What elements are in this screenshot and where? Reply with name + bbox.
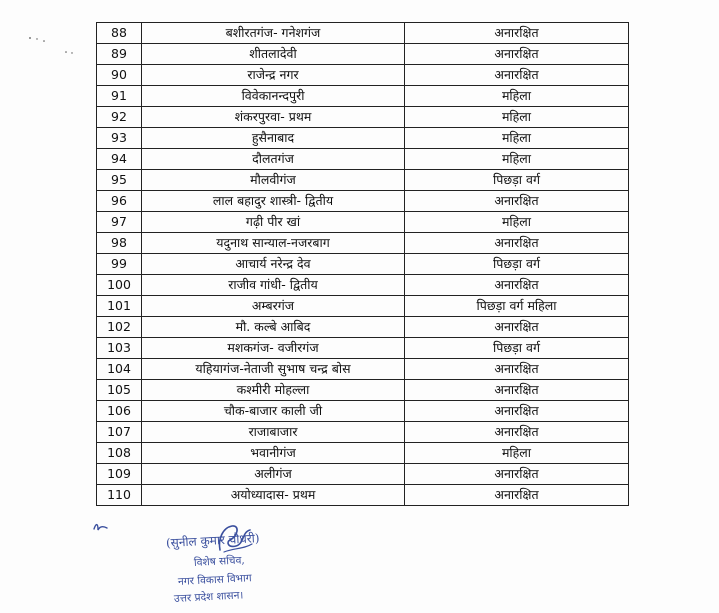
ward-number: 90 bbox=[97, 65, 142, 86]
reservation-category: अनारक्षित bbox=[405, 275, 629, 296]
speck bbox=[36, 38, 37, 39]
table-row bbox=[97, 23, 629, 44]
speck bbox=[43, 40, 45, 42]
ward-number: 92 bbox=[97, 107, 142, 128]
ward-name: मौ. कल्बे आबिद bbox=[142, 317, 405, 338]
ward-name: दौलतगंज bbox=[142, 149, 405, 170]
reservation-category: अनारक्षित bbox=[405, 23, 629, 44]
ward-name: गढ़ी पीर खां bbox=[142, 212, 405, 233]
ward-name: यदुनाथ सान्याल-नजरबाग bbox=[142, 233, 405, 254]
speck bbox=[71, 52, 72, 53]
table-row bbox=[97, 401, 629, 422]
ward-number: 109 bbox=[97, 464, 142, 485]
reservation-category: महिला bbox=[405, 443, 629, 464]
signatory-name: (सुनील कुमार चौधरी) bbox=[165, 531, 260, 550]
ward-number: 89 bbox=[97, 44, 142, 65]
reservation-category: अनारक्षित bbox=[405, 401, 629, 422]
ward-number: 95 bbox=[97, 170, 142, 191]
ward-name: हुसैनाबाद bbox=[142, 128, 405, 149]
speck bbox=[65, 51, 67, 53]
reservation-category: अनारक्षित bbox=[405, 191, 629, 212]
reservation-category: महिला bbox=[405, 107, 629, 128]
table-row bbox=[97, 212, 629, 233]
table-row bbox=[97, 191, 629, 212]
table-row bbox=[97, 338, 629, 359]
ward-number: 91 bbox=[97, 86, 142, 107]
reservation-category: अनारक्षित bbox=[405, 485, 629, 506]
reservation-category: पिछड़ा वर्ग bbox=[405, 254, 629, 275]
reservation-category: महिला bbox=[405, 86, 629, 107]
ward-number: 101 bbox=[97, 296, 142, 317]
ward-reservation-table bbox=[96, 22, 629, 506]
table-row bbox=[97, 485, 629, 506]
ward-number: 110 bbox=[97, 485, 142, 506]
reservation-category: अनारक्षित bbox=[405, 233, 629, 254]
ward-number: 97 bbox=[97, 212, 142, 233]
table-row bbox=[97, 359, 629, 380]
ward-number: 105 bbox=[97, 380, 142, 401]
table-row bbox=[97, 296, 629, 317]
table-row bbox=[97, 149, 629, 170]
table-row bbox=[97, 317, 629, 338]
ward-name: चौक-बाजार काली जी bbox=[142, 401, 405, 422]
table-row bbox=[97, 464, 629, 485]
ward-name: आचार्य नरेन्द्र देव bbox=[142, 254, 405, 275]
ward-name: यहियागंज-नेताजी सुभाष चन्द्र बोस bbox=[142, 359, 405, 380]
ward-name: राजीव गांधी- द्वितीय bbox=[142, 275, 405, 296]
ward-number: 94 bbox=[97, 149, 142, 170]
table-row bbox=[97, 254, 629, 275]
scan-specks bbox=[28, 36, 88, 56]
speck bbox=[29, 37, 31, 39]
ward-name: अयोध्यादास- प्रथम bbox=[142, 485, 405, 506]
ward-name: शीतलादेवी bbox=[142, 44, 405, 65]
ward-name: भवानीगंज bbox=[142, 443, 405, 464]
table-row bbox=[97, 275, 629, 296]
ward-number: 88 bbox=[97, 23, 142, 44]
reservation-category: पिछड़ा वर्ग bbox=[405, 170, 629, 191]
ward-name: राजाबाजार bbox=[142, 422, 405, 443]
reservation-category: अनारक्षित bbox=[405, 44, 629, 65]
ward-name: अम्बरगंज bbox=[142, 296, 405, 317]
ward-name: राजेन्द्र नगर bbox=[142, 65, 405, 86]
table-row bbox=[97, 380, 629, 401]
reservation-category: महिला bbox=[405, 149, 629, 170]
table-row bbox=[97, 422, 629, 443]
table-row bbox=[97, 170, 629, 191]
reservation-category: अनारक्षित bbox=[405, 422, 629, 443]
ink-tick-mark bbox=[92, 520, 110, 534]
ward-number: 99 bbox=[97, 254, 142, 275]
reservation-category: अनारक्षित bbox=[405, 317, 629, 338]
ward-number: 108 bbox=[97, 443, 142, 464]
ward-number: 102 bbox=[97, 317, 142, 338]
ward-number: 100 bbox=[97, 275, 142, 296]
ward-rows bbox=[97, 23, 629, 506]
reservation-category: महिला bbox=[405, 212, 629, 233]
ward-name: मौलवीगंज bbox=[142, 170, 405, 191]
ward-number: 93 bbox=[97, 128, 142, 149]
ward-name: कश्मीरी मोहल्ला bbox=[142, 380, 405, 401]
reservation-category: अनारक्षित bbox=[405, 464, 629, 485]
table-row bbox=[97, 443, 629, 464]
table-row bbox=[97, 65, 629, 86]
ward-number: 96 bbox=[97, 191, 142, 212]
ward-name: मशकगंज- वजीरगंज bbox=[142, 338, 405, 359]
table-row bbox=[97, 128, 629, 149]
ward-name: लाल बहादुर शास्त्री- द्वितीय bbox=[142, 191, 405, 212]
reservation-category: अनारक्षित bbox=[405, 65, 629, 86]
signature-block bbox=[160, 522, 300, 610]
ward-name: विवेकानन्दपुरी bbox=[142, 86, 405, 107]
ward-number: 107 bbox=[97, 422, 142, 443]
table-row bbox=[97, 107, 629, 128]
ward-name: अलीगंज bbox=[142, 464, 405, 485]
ward-number: 104 bbox=[97, 359, 142, 380]
ward-number: 106 bbox=[97, 401, 142, 422]
table-row bbox=[97, 44, 629, 65]
table-row bbox=[97, 233, 629, 254]
ward-name: बशीरतगंज- गनेशगंज bbox=[142, 23, 405, 44]
ward-name: शंकरपुरवा- प्रथम bbox=[142, 107, 405, 128]
signatory-designation: विशेष सचिव, bbox=[193, 554, 246, 569]
reservation-category: अनारक्षित bbox=[405, 359, 629, 380]
signatory-government: उत्तर प्रदेश शासन। bbox=[173, 589, 244, 605]
ward-number: 103 bbox=[97, 338, 142, 359]
reservation-category: पिछड़ा वर्ग महिला bbox=[405, 296, 629, 317]
signatory-department: नगर विकास विभाग bbox=[177, 572, 252, 588]
reservation-category: महिला bbox=[405, 128, 629, 149]
ward-number: 98 bbox=[97, 233, 142, 254]
reservation-category: पिछड़ा वर्ग bbox=[405, 338, 629, 359]
reservation-category: अनारक्षित bbox=[405, 380, 629, 401]
table-row bbox=[97, 86, 629, 107]
